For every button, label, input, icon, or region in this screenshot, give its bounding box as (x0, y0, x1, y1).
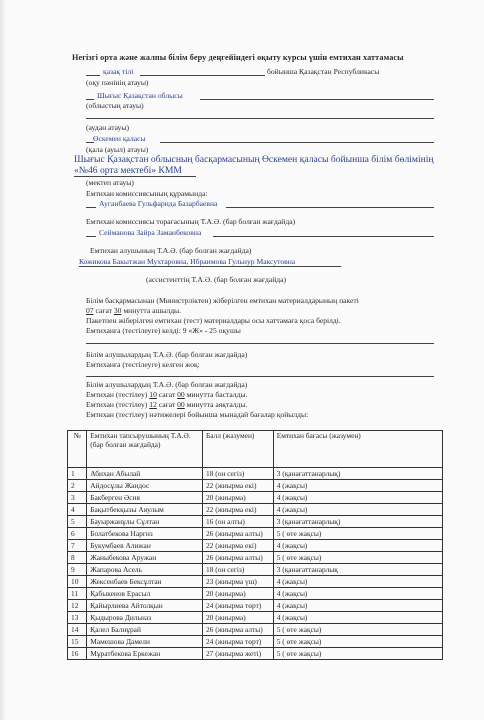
grade: 5 ( өте жақсы) (273, 648, 442, 660)
underline (226, 207, 434, 208)
row-number: 7 (68, 540, 87, 552)
grade: 4 (жақсы) (273, 492, 442, 504)
grade: 3 (қанағаттанарлық (273, 564, 442, 576)
underline (74, 176, 196, 177)
score: 23 (жиырма үш) (202, 576, 273, 588)
table-row (68, 600, 443, 612)
grade: 3 (қанағаттанарлық) (273, 516, 442, 528)
city-value: Өскемен қаласы (93, 134, 146, 143)
exam-end-line (86, 400, 247, 409)
student-name: Жаныбекова Аружан (87, 552, 203, 564)
row-number: 8 (68, 552, 87, 564)
region-caption: (облыстың атауы) (86, 101, 144, 110)
absent-caption: Білім алушылардың Т.А.Ә. (бар болған жағдайда) (86, 350, 248, 359)
exam-start-prefix: Емтихан (тестілеу) (86, 390, 148, 399)
grade: 5 ( өте жақсы) (273, 624, 442, 636)
package-line2 (86, 306, 181, 315)
school-caption: (мектеп атауы) (86, 178, 134, 187)
underline (213, 236, 434, 237)
row-number: 12 (68, 600, 87, 612)
commission-label: Емтихан комиссиясының құрамында: (86, 189, 208, 198)
student-name: Мұратбекова Еркежан (87, 648, 203, 660)
examiner-label: Емтихан алушының Т.А.Ә. (бар болған жағдайда) (90, 246, 252, 255)
student-name: Абихан Абылай (87, 468, 203, 480)
score: 26 (жиырма алты) (202, 552, 273, 564)
underline (86, 118, 434, 119)
grade: 5 ( өте жақсы) (273, 636, 442, 648)
header-number: № (68, 431, 87, 468)
header-student-name: Емтихан тапсырушының Т.А.Ә. (бар болған жағдайда) (87, 431, 203, 468)
score: 20 (жиырма) (202, 588, 273, 600)
exam-start-hour-unit: сағат (158, 390, 176, 399)
grade: 4 (жақсы) (273, 480, 442, 492)
package-hour-unit: сағат (95, 306, 112, 315)
region-value: Шығыс Қазақстан облысы (97, 91, 183, 100)
grade: 5 ( өте жақсы) (273, 528, 442, 540)
scan-edge-shadow (0, 0, 6, 720)
score: 24 (жиырма төрт) (202, 600, 273, 612)
student-name: Қалел Балнұрай (87, 624, 203, 636)
student-name: Букумбаев Алижан (87, 540, 203, 552)
row-number: 2 (68, 480, 87, 492)
underline (86, 99, 94, 100)
exam-end-hour-unit: сағат (158, 400, 176, 409)
package-minute: 30 (113, 306, 122, 315)
grade: 4 (жақсы) (273, 588, 442, 600)
score: 22 (жиырма екі) (202, 504, 273, 516)
student-name: Жапарова Асель (87, 564, 203, 576)
table-row (68, 648, 443, 660)
package-hour: 07 (86, 306, 94, 315)
table-row (68, 492, 443, 504)
results-intro: Емтихан (тестілеу) нәтижелері бойынша мынадай бағалар қойылды: (86, 410, 309, 419)
header-score: Балл (жазумен) (202, 431, 273, 468)
exam-end-hour: 12 (149, 400, 157, 409)
row-number: 11 (68, 588, 87, 600)
score: 26 (жиырма алты) (202, 528, 273, 540)
table-row (68, 576, 443, 588)
underline (200, 99, 434, 100)
grade: 4 (жақсы) (273, 540, 442, 552)
exam-end-minute: 00 (177, 400, 185, 409)
grade: 4 (жақсы) (273, 612, 442, 624)
row-number: 3 (68, 492, 87, 504)
absent-caption-2: Білім алушылардың Т.А.Ә. (бар болған жағдайда) (86, 380, 248, 389)
underline (160, 142, 434, 143)
table-row (68, 636, 443, 648)
exam-start-minute: 00 (177, 390, 185, 399)
row-number: 16 (68, 648, 87, 660)
row-number: 13 (68, 612, 87, 624)
school-line1: Шығыс Қазақстан облысның басқармасының Өскемен қаласы бойынша білім бөлімінің (74, 154, 434, 165)
language-suffix: бойынша Қазақстан Республикасы (267, 67, 380, 76)
assistant-caption: (ассистенттің Т.А.Ә. (бар болған жағдайда) (146, 275, 287, 284)
row-number: 9 (68, 564, 87, 576)
student-name: Қыдырова Дильназ (87, 612, 203, 624)
underline (86, 207, 96, 208)
score: 20 (жиырма) (202, 612, 273, 624)
document-title: Негізгі орта және жалпы білім беру деңгейіндегі оқыту курсы үшін емтихан хаттамасы (72, 53, 404, 62)
row-number: 6 (68, 528, 87, 540)
package-opened-text: минутта ашылды. (123, 306, 182, 315)
language-caption: (оқу пәнінің атауы) (86, 78, 149, 87)
underline (86, 343, 434, 344)
row-number: 4 (68, 504, 87, 516)
grade: 4 (жақсы) (273, 504, 442, 516)
grade: 3 (қанағаттанарлық) (273, 468, 442, 480)
chair-name: Сейманова Зайра Заманбековна (99, 228, 202, 237)
examiner-names: Кожикова Бакытжан Мухтаровна, Ибраимова Гульнур Максутовна (79, 257, 296, 266)
language-value: қазақ тілі (103, 67, 134, 76)
district-caption: (аудан атауы) (86, 123, 130, 132)
row-number: 10 (68, 576, 87, 588)
underline (140, 75, 265, 76)
grade: 4 (жақсы) (273, 600, 442, 612)
exam-start-suffix: минутта басталды. (186, 390, 248, 399)
table-row (68, 624, 443, 636)
student-name: Бакберген Әсия (87, 492, 203, 504)
score: 18 (он сегіз) (202, 564, 273, 576)
table-row (68, 528, 443, 540)
table-row (68, 564, 443, 576)
table-row (68, 516, 443, 528)
underline (86, 236, 96, 237)
score: 27 (жиырма жеті) (202, 648, 273, 660)
table-row (68, 504, 443, 516)
chair-label: Емтихан комиссиясы торағасының Т.А.Ә. (бар болған жағдайда) (86, 217, 296, 226)
exam-end-prefix: Емтихан (тестілеу) (86, 400, 148, 409)
table-row (68, 612, 443, 624)
exam-start-line (86, 390, 247, 399)
row-number: 1 (68, 468, 87, 480)
row-number: 5 (68, 516, 87, 528)
student-name: Бақытбекқызы Аяулым (87, 504, 203, 516)
package-line3: Пакетпен жіберілген емтихан (тест) материалдары осы хаттамаға қоса берілді. (86, 316, 341, 325)
table-row (68, 480, 443, 492)
table-row (68, 552, 443, 564)
exam-start-hour: 10 (149, 390, 157, 399)
underline (86, 75, 100, 76)
student-name: Болатбекова Наргиз (87, 528, 203, 540)
score: 22 (жиырма екі) (202, 540, 273, 552)
row-number: 14 (68, 624, 87, 636)
score: 16 (он алты) (202, 516, 273, 528)
package-line4: Емтиханға (тестілеуге) келді: 9 «Ж» - 25 оқушы (86, 326, 241, 335)
grade: 5 ( өте жақсы) (273, 552, 442, 564)
table-row (68, 540, 443, 552)
table-header-row (68, 431, 443, 468)
results-table (67, 430, 443, 660)
package-line1: Білім басқармасынан (Министрліктен) жіберілген емтихан материалдарының пакеті (86, 296, 359, 305)
student-name: Айдосұлы Жандос (87, 480, 203, 492)
commission-member: Ауганбаева Гульфарида Базарбаевна (99, 199, 218, 208)
table-row (68, 468, 443, 480)
student-name: Қайырлиева Айтолқын (87, 600, 203, 612)
student-name: Мамешова Дамели (87, 636, 203, 648)
score: 26 (жиырма алты) (202, 624, 273, 636)
school-line2: «№46 орта мектебі» КММ (74, 165, 182, 176)
underline (86, 376, 434, 377)
exam-end-suffix: минутта аяқталды. (186, 400, 248, 409)
header-grade: Емтихан бағасы (жазумен) (273, 431, 442, 468)
underline (79, 266, 341, 267)
table-row (68, 588, 443, 600)
student-name: Жексенбаев Бексұлтан (87, 576, 203, 588)
score: 18 (он сегіз) (202, 468, 273, 480)
absent-label: Емтиханға (тестілеуге) келген жоқ: (86, 360, 200, 369)
score: 20 (жиырма) (202, 492, 273, 504)
grade: 4 (жақсы) (273, 576, 442, 588)
student-name: Қабыкенов Ерасыл (87, 588, 203, 600)
row-number: 15 (68, 636, 87, 648)
student-name: Бауыржанұлы Сұлтан (87, 516, 203, 528)
score: 22 (жиырма екі) (202, 480, 273, 492)
city-caption: (қала (ауыл) атауы) (86, 145, 149, 154)
score: 24 (жиырма төрт) (202, 636, 273, 648)
